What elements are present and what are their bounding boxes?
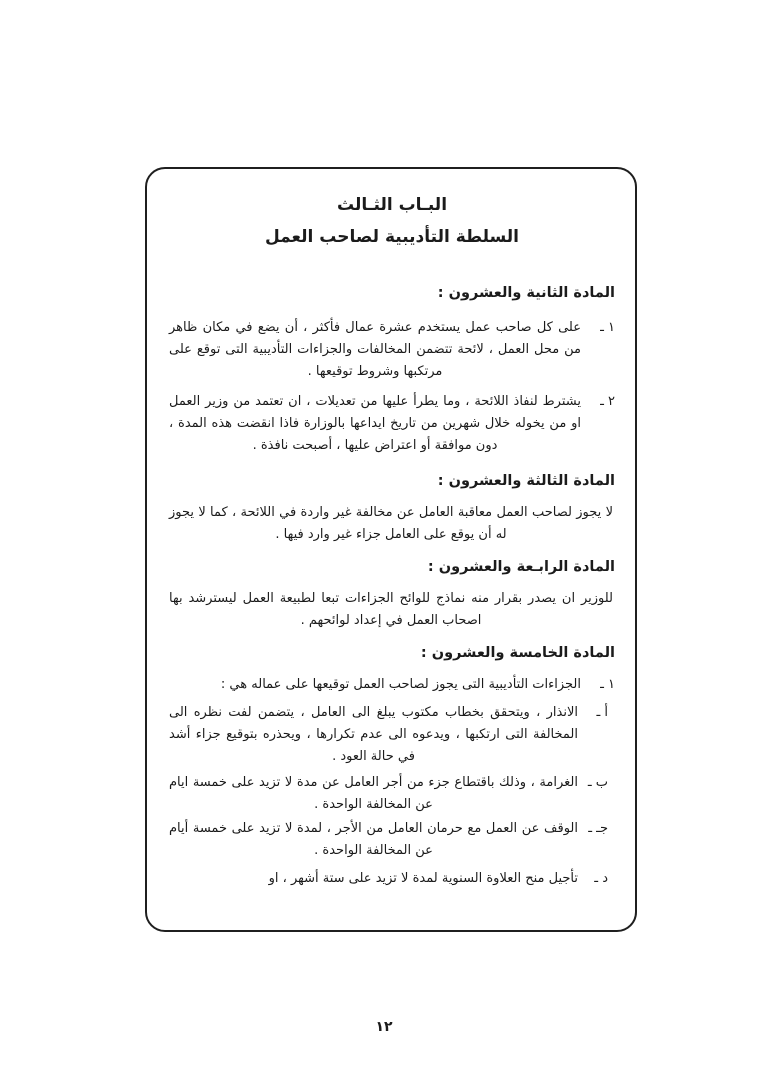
article-22 [169,282,615,457]
item-marker: ١ ـ [600,677,615,692]
list-item [169,391,615,457]
item-text: الوقف عن العمل مع حرمان العامل من الأجر ، لمدة لا تزيد على خمسة أيام عن المخالفة الواحدة . [169,821,578,858]
item-text: الانذار ، ويتحقق بخطاب مكتوب يبلغ الى العامل ، يتضمن لفت نظره الى المخالفة التى ارتكبها ، ويدعوه الى عدم تكرارها ، ويحذره بتوقيع جزاء أشد في حالة العود . [169,705,578,764]
list-item-letter [169,818,608,862]
article-body: للوزير ان يصدر بقرار منه نماذج للوائح الجزاءات تبعا لطبيعة العمل ليسترشد بها اصحاب العمل في إعداد لوائحهم . [169,591,613,628]
item-marker: د ـ [594,871,608,886]
list-item-letter [169,772,608,816]
item-text: الجزاءات التأديبية التى يجوز لصاحب العمل توقيعها على عماله هي : [220,677,581,692]
list-item [169,317,615,383]
item-marker: ١ ـ [600,320,615,335]
article-23 [169,470,615,546]
item-text: الغرامة ، وذلك باقتطاع جزء من أجر العامل عن مدة لا تزيد على خمسة ايام عن المخالفة الواحدة . [169,775,578,812]
list-item [169,674,615,696]
content-frame [145,167,637,932]
item-marker: ب ـ [587,775,608,790]
article-heading: المادة الثانية والعشرون : [437,285,615,301]
article-heading: المادة الرابـعة والعشرون : [427,559,615,575]
item-text: يشترط لنفاذ اللائحة ، وما يطرأ عليها من تعديلات ، ان تعتمد من وزير العمل او من يخوله خلال شهرين من تاريخ ايداعها بالوزارة فاذا انقضت هذه المدة ، دون موافقة أو اعتراض عليها ، أصبحت نافذة . [169,394,581,453]
item-text: على كل صاحب عمل يستخدم عشرة عمال فأكثر ، أن يضع في مكان ظاهر من محل العمل ، لائحة تتضمن المخالفات والجزاءات التأديبية التى توقع على مرتكبها وشروط توقيعها . [169,320,581,379]
page-number: ١٢ [375,1019,393,1035]
list-item-letter [169,702,608,768]
item-marker: جـ ـ [588,821,608,836]
article-heading: المادة الثالثة والعشرون : [437,473,615,489]
chapter-title: البـاب الثـالث [336,195,448,215]
list-item-letter [169,868,608,890]
chapter-subtitle: السلطة التأديبية لصاحب العمل [264,227,520,247]
article-24 [169,556,615,632]
article-25 [169,642,615,890]
item-marker: أ ـ [596,705,608,720]
article-body: لا يجوز لصاحب العمل معاقبة العامل عن مخالفة غير واردة في اللائحة ، كما لا يجوز له أن يوقع على العامل جزاء غير وارد فيها . [169,505,613,542]
article-heading: المادة الخامسة والعشرون : [420,645,615,661]
item-marker: ٢ ـ [600,394,615,409]
item-text: تأجيل منح العلاوة السنوية لمدة لا تزيد على ستة أشهر ، او [268,871,578,886]
